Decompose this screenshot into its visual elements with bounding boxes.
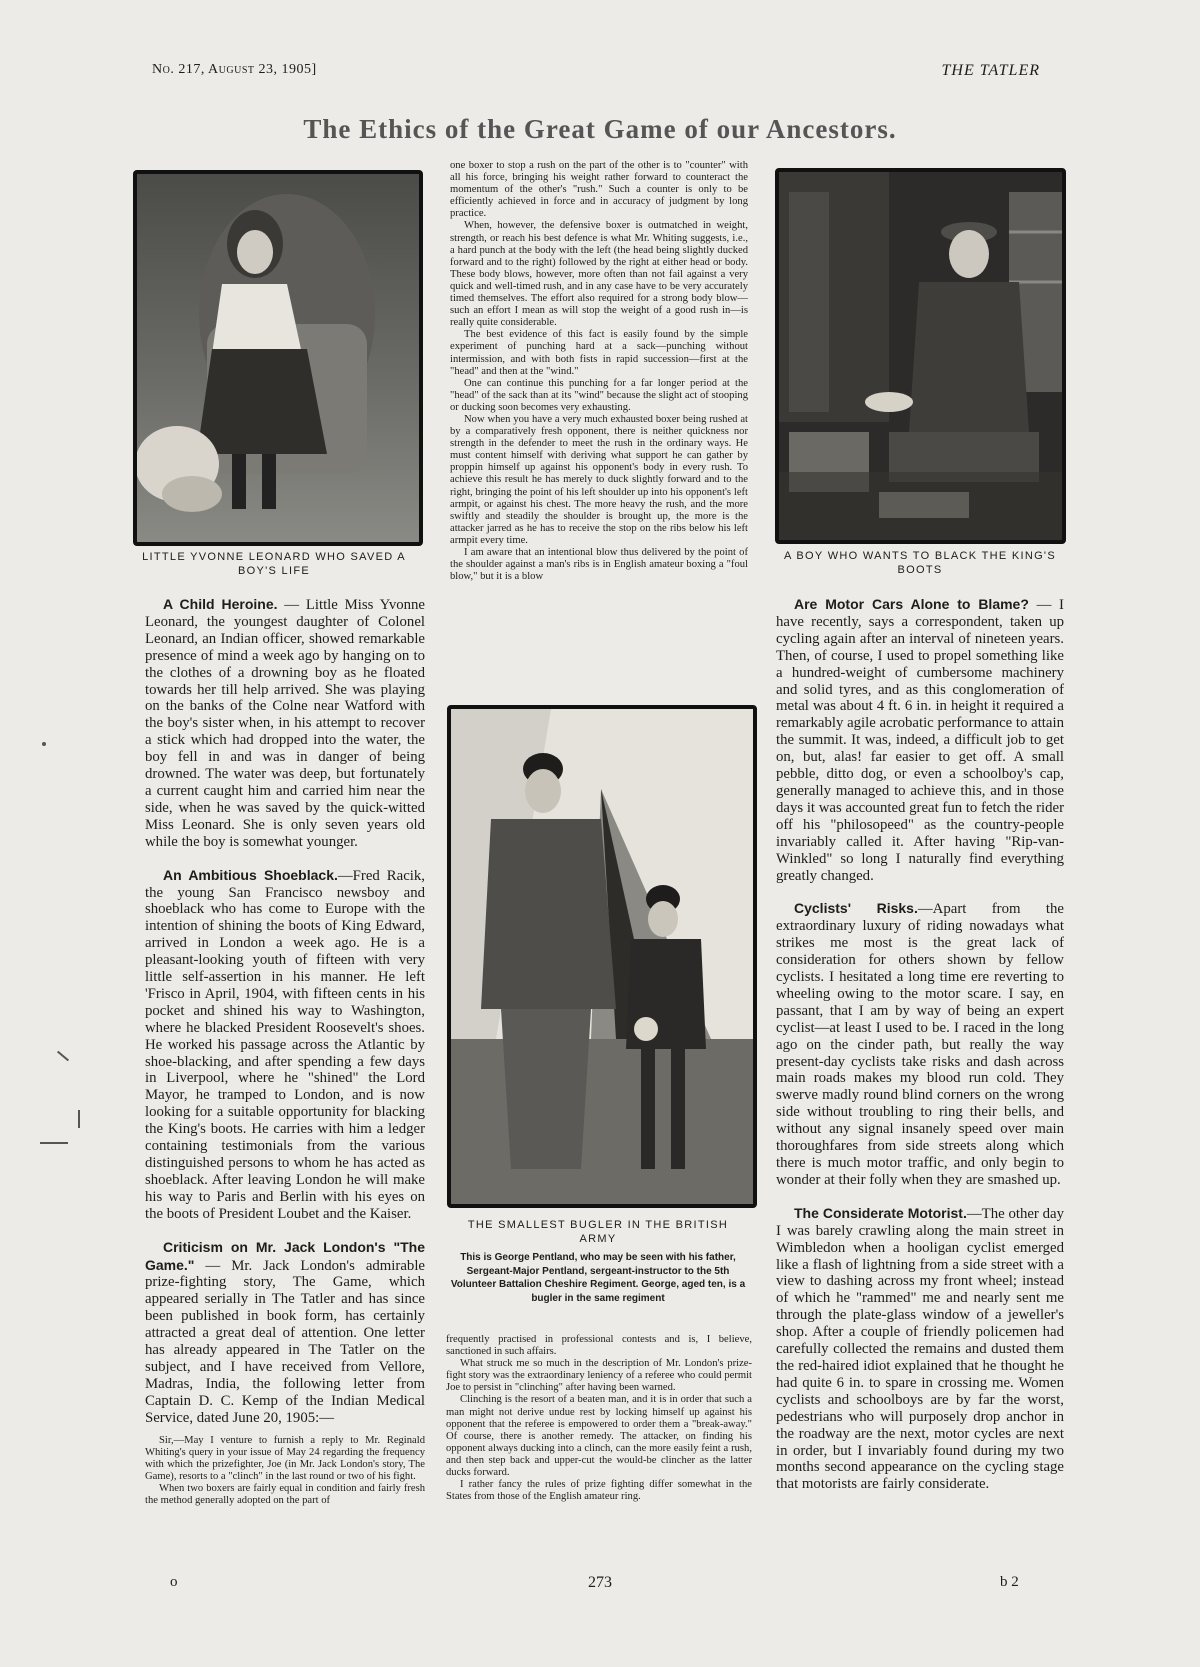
- photo-boy-shoeblack: [775, 168, 1066, 544]
- page-title: The Ethics of the Great Game of our Ancestors.: [303, 114, 897, 144]
- photo-boy-shoeblack-image: [779, 172, 1062, 540]
- article-criticism: [145, 1239, 425, 1427]
- letter-paragraph-6: One can continue this punching for a far longer period at the "head" of the sack than at its "wind" because the slight act of stooping or ducking soon becomes very exhausting.: [450, 377, 748, 413]
- magazine-name-header: THE TATLER: [941, 62, 1040, 79]
- article-ambitious-shoeblack: [145, 867, 425, 1223]
- text-criticism: — Mr. Jack London's admirable prize-fighting story, The Game, which appeared serially in The Tatler and has since been published in book form, has certainly attracted a great deal of attention. One letter has already appeared in The Tatler on the subject, and I have received from Vellore, Madras, India, the following letter from Captain D. C. Kemp of the Indian Medical Service, dated June 20, 1905:—: [145, 1257, 425, 1426]
- letter-paragraph-7: Now when you have a very much exhausted boxer being rushed at by a comparatively fresh opponent, there is neither quickness nor strength in the defender to meet the rush in the ordinary ways. He must content himself with deriving what support he can gather by proppin himself up against his opponent's body in every rush. To achieve this result he has merely to duck slightly forward and to the right, bringing the point of his left shoulder up into his opponent's left armpit, or against his chest. The more heavy the rush, and the more swiftly and steadily the shoulder is brought up, the more is the attacker jarred as he has to receive the stop on the ribs below his left armpit every time.: [450, 413, 748, 546]
- footer-right: b 2: [1000, 1574, 1019, 1590]
- issue-header: No. 217, August 23, 1905]: [152, 62, 317, 77]
- margin-mark: [42, 742, 46, 746]
- letter-paragraph-12: I rather fancy the rules of prize fighting differ somewhat in the States from those of the English amateur ring.: [446, 1479, 752, 1503]
- letter-paragraph-11: Clinching is the resort of a beaten man, and it is in order that such a man might not derive undue rest by locking himself up against his opponent that the referee is empowered to order them a "break-away." Of course, there is another remedy. The attacker, on finding his opponent always ducking into a clinch, can the more easily feint a rush, and then step back and upper-cut the would-be clincher as the latter ducks forward.: [446, 1394, 752, 1479]
- letter-paragraph-9: frequently practised in professional contests and is, I believe, sanctioned in such affairs.: [446, 1334, 752, 1358]
- heading-child-heroine: A Child Heroine.: [163, 596, 278, 612]
- photo-smallest-bugler: [447, 705, 757, 1208]
- photo-smallest-bugler-image: [451, 709, 753, 1204]
- heading-cyclists-risks: Cyclists' Risks.: [794, 900, 918, 917]
- text-child-heroine: — Little Miss Yvonne Leonard, the youngest daughter of Colonel Leonard, an Indian officer, showed remarkable presence of mind a week ago by hanging on to the clothes of a drowning boy as he floated towards her till help arrived. She was playing on the banks of the Colne near Watford with the boy's sister when, in his attempt to recover a stick which had dropped into the water, the boy fell in and was in danger of being drowned. The water was deep, but fortunately a current caught him and carried him near the side, when he was saved by the quick-witted Miss Leonard. She is only seven years old while the boy is somewhat younger.: [145, 597, 425, 850]
- letter-paragraph-2: When two boxers are fairly equal in condition and fairly fresh the method generally adopted on the part of: [145, 1482, 425, 1507]
- photo-yvonne-leonard: [133, 170, 423, 546]
- caption-smallest-bugler: THE SMALLEST BUGLER IN THE BRITISH ARMY: [467, 1219, 729, 1245]
- margin-mark: [40, 1142, 68, 1144]
- letter-paragraph-4: When, however, the defensive boxer is outmatched in weight, strength, or reach his best defence is what Mr. Whiting suggests, i.e., a hard punch at the body with the left (the head being slightly ducked forward and to the right) followed by the right at either head or body. These body blows, however, more often than not fail against a very quick and well-timed rush, and in any case have to be very accurately timed themselves. The effort also required for a strong body blow—such an effort I mean as will stop the weight of a good rush in—is really quite considerable.: [450, 220, 748, 329]
- heading-motor-cars: Are Motor Cars Alone to Blame?: [794, 596, 1029, 612]
- letter-paragraph-3: one boxer to stop a rush on the part of the other is to "counter" with all his force, bringing his weight rather forward to counteract the momentum of the other's "rush." Such a counter is only to be efficiently achieved in force and in accuracy of judgment by long practice.: [450, 160, 748, 220]
- column-middle-upper: [450, 160, 748, 690]
- article-child-heroine: [145, 596, 425, 851]
- letter-paragraph-1: Sir,—May I venture to furnish a reply to Mr. Reginald Whiting's query in your issue of May 24 regarding the frequency with which the prizefighter, Joe (in Mr. Jack London's story, The Game), resorts to a "clinch" in the last round or two of his fight.: [145, 1434, 425, 1482]
- page-number: 273: [588, 1574, 612, 1591]
- caption-yvonne-leonard: LITTLE YVONNE LEONARD WHO SAVED A BOY'S LIFE: [142, 551, 406, 577]
- footer-left: o: [170, 1574, 178, 1590]
- margin-mark: [57, 1051, 69, 1062]
- column-left-main: [145, 596, 425, 1427]
- text-motor-cars: — I have recently, says a correspondent, taken up cycling again after an interval of nineteen years. Then, of course, I used to propel something like a hundred-weight of cumbersome machinery and solid tyres, and as this conglomeration of metal was about 4 ft. 6 in. in height it required a remarkably agile acrobatic performance to attain the summit. It was, indeed, a difficult job to get on, but, alas! far easier to get off. A small pebble, ditto dog, or even a schoolboy's cap, generally managed to achieve this, and in those days it was accounted great fun to fetch the rider off his "philosopeed" as the country-people invariably called it. After having "Rip-van-Winkled" so long I naturally find everything greatly changed.: [776, 597, 1064, 884]
- text-cyclists-risks: —Apart from the extraordinary luxury of riding nowadays what strikes me most is the great lack of consideration for others shown by fellow cyclists. I hesitated a long time ere reverting to wheeling owing to the motor scare. I say, en passant, that I am by way of being an expert cyclist—at least I used to be. I raced in the long ago on the cinder path, but really the way present-day cyclists take risks and dash across main roads makes my blood run cold. They swerve madly round blind corners on the wrong side without troubling to ring their bells, and without any signal insanely speed over main thoroughfares from side streets along which there is much motor traffic, and only begin to wonder at their folly when they are smashed up.: [776, 901, 1064, 1188]
- article-motor-cars: [776, 596, 1064, 884]
- caption-boy-shoeblack: A BOY WHO WANTS TO BLACK THE KING'S BOOTS: [784, 550, 1056, 576]
- heading-considerate-motorist: The Considerate Motorist.: [794, 1204, 967, 1221]
- text-considerate-motorist: —The other day I was barely crawling along the main street in Wimbledon when a hooligan cyclist emerged like a flash of lightning from a side street with a view to dashing across my front wheel; instead of which he "rammed" me and nearly sent me through the plate-glass window of a jeweller's shop. After a couple of friendly policemen had carefully collected the remains and dusted them the red-haired idiot explained that he thought he had quite 6 in. to spare in crossing me. Women cyclists and schoolboys are by far the worst, pedestrians who will purposely drop anchor in the roadway are the next, motor cycles are next in order, but I invariably found during my two months second appearance on the cycling stage that motorists are fairly considerate.: [776, 1205, 1064, 1493]
- article-considerate-motorist: [776, 1205, 1064, 1493]
- letter-start: [145, 1435, 425, 1508]
- column-left: [145, 596, 425, 1576]
- margin-mark: [78, 1110, 80, 1128]
- heading-ambitious-shoeblack: An Ambitious Shoeblack.: [163, 866, 338, 883]
- subcaption-smallest-bugler: This is George Pentland, who may be seen with his father, Sergeant-Major Pentland, sergeant-instructor to the 5th Volunteer Battalion Cheshire Regiment. George, aged ten, is a bugler in the same regiment: [450, 1252, 746, 1304]
- letter-paragraph-10: What struck me so much in the description of Mr. London's prize-fight story was the extraordinary leniency of a referee who could permit Joe to persist in "clinching" after having been warned.: [446, 1358, 752, 1394]
- column-middle-lower: [446, 1334, 752, 1554]
- photo-yvonne-leonard-image: [137, 174, 419, 542]
- letter-paragraph-8: I am aware that an intentional blow thus delivered by the point of the shoulder against a man's ribs is in English amateur boxing a "foul blow," but it is a blow: [450, 547, 748, 583]
- article-cyclists-risks: [776, 900, 1064, 1188]
- letter-paragraph-5: The best evidence of this fact is easily found by the simple experiment of punching hard at a sack—punching without intermission, and with both fists in rapid succession—first at the "head" and then at the "wind.": [450, 329, 748, 377]
- text-ambitious-shoeblack: —Fred Racik, the young San Francisco newsboy and shoeblack who has come to Europe with the intention of shining the boots of King Edward, arrived in London a week ago. He is a pleasant-looking youth of fifteen with very little self-assertion in his manner. He left 'Frisco in April, 1904, with fifteen cents in his pocket and shined his way to Washington, where he blacked President Roosevelt's shoes. He worked his passage across the Atlantic by shoe-blacking, and after spending a few days in Liverpool, where he "shined" the Lord Mayor, he tramped to London, and is now looking for a suitable opportunity for blacking the King's boots. He carries with him a ledger containing testimonials from the various distinguished persons to whom he has acted as shoeblack. After leaving London he will make his way to Paris and Berlin with his eyes on the boots of President Loubet and the Kaiser.: [145, 867, 425, 1222]
- heading-criticism: Criticism on Mr. Jack London's "The Game.": [145, 1238, 425, 1273]
- column-right: [776, 596, 1064, 1576]
